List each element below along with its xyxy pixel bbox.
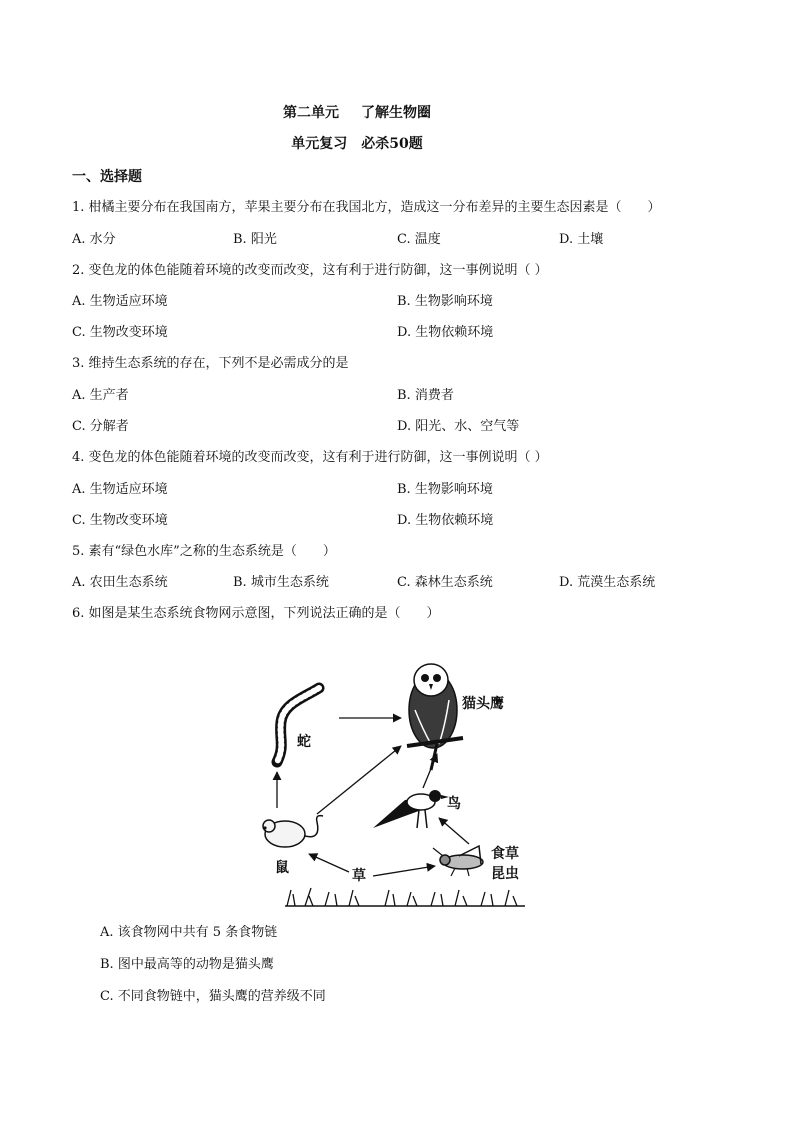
question-6-option-b[interactable]: B. 图中最高等的动物是猫头鹰: [100, 957, 274, 972]
mouse-label: 鼠: [275, 860, 289, 876]
question-2-option-d[interactable]: D. 生物依赖环境: [397, 325, 494, 340]
question-5-stem: 5. 素有“绿色水库”之称的生态系统是（ ）: [72, 544, 336, 559]
question-2-stem: 2. 变色龙的体色能随着环境的改变而改变，这有利于进行防御，这一事例说明（ ）: [72, 263, 548, 278]
question-1-option-a[interactable]: A. 水分: [72, 232, 116, 247]
bird-label: 鸟: [447, 796, 461, 812]
question-3-option-d[interactable]: D. 阳光、水、空气等: [397, 419, 520, 434]
snake-icon: [277, 688, 319, 762]
question-4-option-a[interactable]: A. 生物适应环境: [72, 482, 168, 497]
subtitle-review: 单元复习: [291, 136, 348, 152]
snake-label: 蛇: [297, 734, 311, 750]
subtitle-count: 必杀50题: [361, 136, 423, 152]
question-4-option-b[interactable]: B. 生物影响环境: [397, 482, 493, 497]
question-4-option-c[interactable]: C. 生物改变环境: [72, 513, 168, 528]
question-2-option-b[interactable]: B. 生物影响环境: [397, 294, 493, 309]
unit-label: 第二单元: [283, 105, 339, 121]
page-title: [0, 102, 714, 122]
arrow-bird-to-owl: [423, 754, 437, 788]
question-1-stem: 1. 柑橘主要分布在我国南方，苹果主要分布在我国北方，造成这一分布差异的主要生态因素是（ ）: [72, 200, 661, 215]
question-4-stem: 4. 变色龙的体色能随着环境的改变而改变，这有利于进行防御，这一事例说明（ ）: [72, 450, 548, 465]
unit-topic: 了解生物圈: [361, 105, 431, 121]
question-5-option-a[interactable]: A. 农田生态系统: [72, 575, 168, 590]
arrow-mouse-to-owl: [317, 746, 401, 814]
owl-label: 猫头鹰: [462, 696, 504, 712]
arrow-grass-to-insect: [373, 866, 435, 876]
question-1-option-b[interactable]: B. 阳光: [233, 232, 277, 247]
food-web-diagram: [255, 650, 545, 910]
question-6-stem: 6. 如图是某生态系统食物网示意图，下列说法正确的是（ ）: [72, 606, 440, 621]
insect-icon: [433, 846, 483, 876]
page-subtitle: [0, 133, 714, 153]
question-1-option-d[interactable]: D. 土壤: [559, 232, 604, 247]
insect-label-line-2: 昆虫: [491, 866, 519, 882]
question-3-option-b[interactable]: B. 消费者: [397, 388, 454, 403]
question-3-option-a[interactable]: A. 生产者: [72, 388, 129, 403]
arrow-grass-to-mouse: [309, 854, 349, 872]
question-5-option-c[interactable]: C. 森林生态系统: [397, 575, 493, 590]
question-1-option-c[interactable]: C. 温度: [397, 232, 441, 247]
question-5-option-d[interactable]: D. 荒漠生态系统: [559, 575, 656, 590]
grass-label: 草: [352, 868, 366, 884]
question-2-option-c[interactable]: C. 生物改变环境: [72, 325, 168, 340]
question-3-option-c[interactable]: C. 分解者: [72, 419, 129, 434]
question-6-option-c[interactable]: C. 不同食物链中，猫头鹰的营养级不同: [100, 989, 326, 1004]
question-4-option-d[interactable]: D. 生物依赖环境: [397, 513, 494, 528]
question-2-option-a[interactable]: A. 生物适应环境: [72, 294, 168, 309]
question-6-option-a[interactable]: A. 该食物网中共有 5 条食物链: [100, 925, 278, 940]
owl-icon: [407, 664, 463, 770]
section-heading: 一、选择题: [72, 169, 142, 185]
question-3-stem: 3. 维持生态系统的存在，下列不是必需成分的是: [72, 356, 349, 371]
insect-label-line-1: 食草: [491, 846, 519, 862]
arrow-insect-to-bird: [439, 818, 469, 844]
bird-icon: [373, 790, 449, 828]
question-5-option-b[interactable]: B. 城市生态系统: [233, 575, 329, 590]
grass-icon: [285, 888, 525, 906]
mouse-icon: [263, 816, 323, 847]
